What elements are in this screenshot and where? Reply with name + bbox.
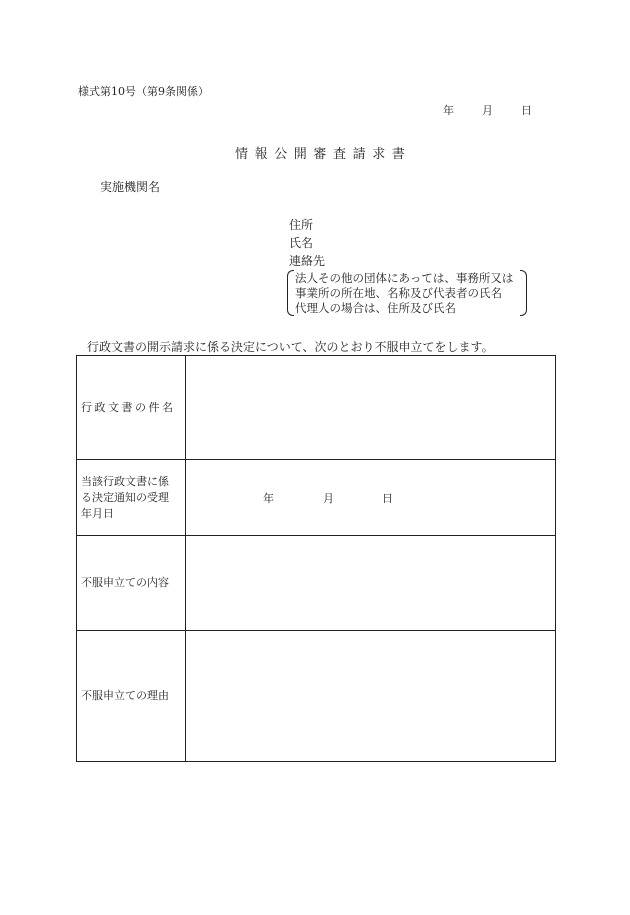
receipt-date-field[interactable] [186, 460, 556, 536]
appeal-content-label: 不服申立ての内容 [77, 536, 186, 631]
date-year-label: 年 [443, 104, 454, 117]
left-bracket [287, 270, 294, 316]
appeal-reason-field[interactable] [186, 631, 556, 762]
table-row [77, 536, 556, 631]
table-row [77, 631, 556, 762]
request-form-table [76, 355, 556, 762]
document-title: 情報公開審査請求書 [235, 147, 412, 162]
agency-label: 実施機関名 [100, 180, 161, 194]
intro-statement: 行政文書の開示請求に係る決定について、次のとおり不服申立てをします。 [87, 340, 494, 354]
right-bracket [520, 270, 527, 316]
form-number: 様式第10号（第9条関係） [78, 85, 209, 98]
receipt-month-label: 月 [323, 491, 334, 505]
note-line: 代理人の場合は、住所及び氏名 [295, 301, 456, 315]
contact-label: 連絡先 [289, 254, 326, 268]
note-line: 法人その他の団体にあっては、事務所又は [295, 271, 514, 285]
note-line: 事業所の所在地、名称及び代表者の氏名 [295, 286, 502, 300]
name-label: 氏名 [289, 236, 314, 250]
subject-label: 行政文書の件名 [77, 356, 186, 460]
receipt-date-label [77, 460, 186, 536]
receipt-date-label-line: 当該行政文書に係 [81, 474, 169, 488]
table-row [77, 460, 556, 536]
submission-date [443, 104, 532, 118]
date-day-label: 日 [521, 104, 532, 117]
address-label: 住所 [289, 218, 314, 232]
receipt-date-label-line: 年月日 [81, 506, 114, 520]
appeal-reason-label: 不服申立ての理由 [77, 631, 186, 762]
receipt-date-label-line: る決定通知の受理 [81, 490, 169, 504]
requester-note [287, 269, 527, 316]
subject-field[interactable] [186, 356, 556, 460]
receipt-day-label: 日 [382, 491, 393, 505]
receipt-year-label: 年 [263, 491, 274, 505]
date-month-label: 月 [482, 104, 493, 117]
appeal-content-field[interactable] [186, 536, 556, 631]
table-row [77, 356, 556, 460]
